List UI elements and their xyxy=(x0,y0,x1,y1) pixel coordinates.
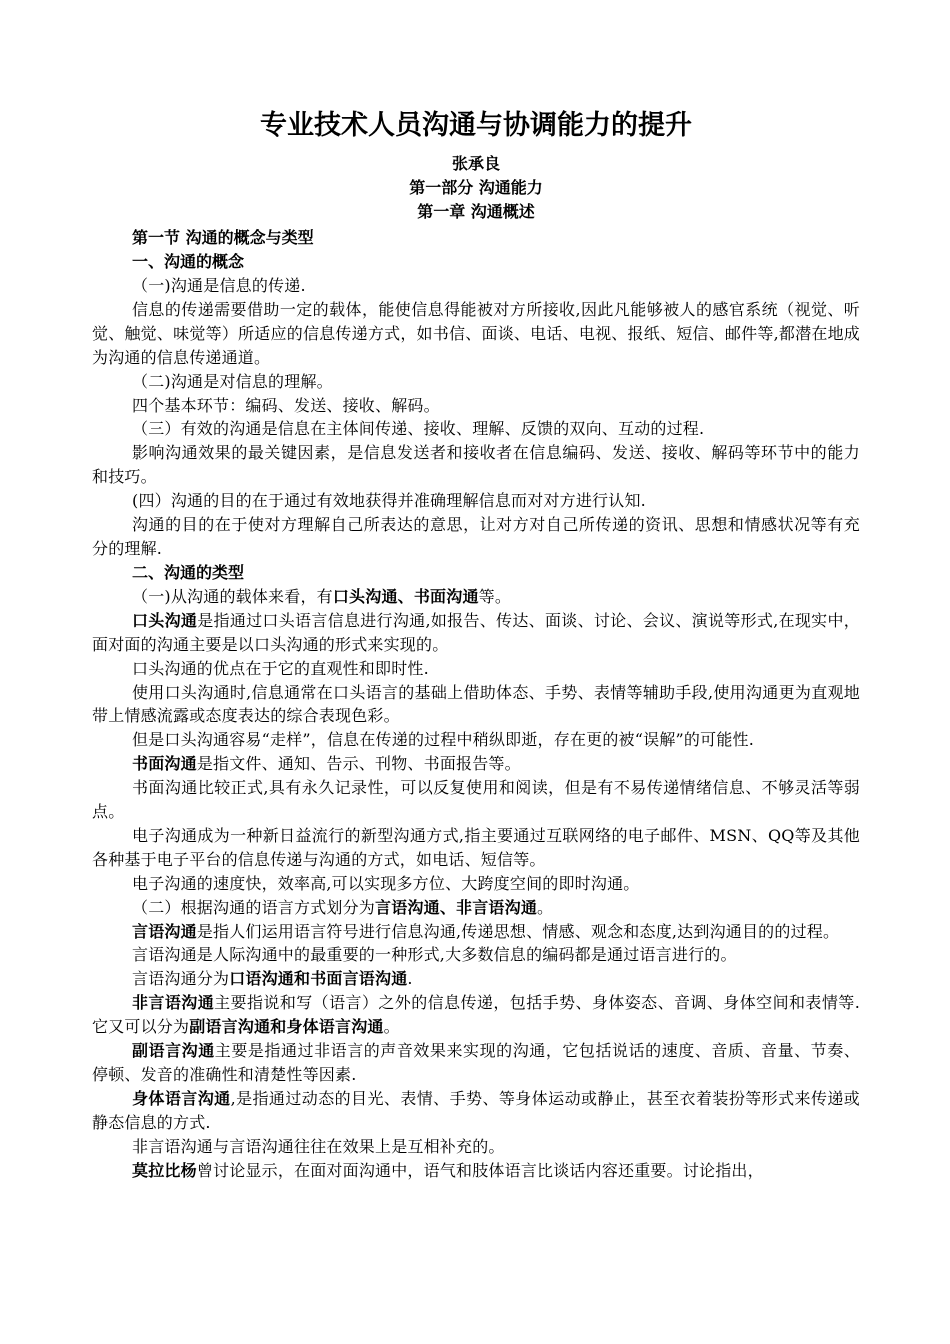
text-run: 沟通的目的在于使对方理解自己所表达的意思，让对方对自己所传递的资讯、思想和情感状况等有充分的理解. xyxy=(92,515,860,558)
bold-term: 口语沟通和书面言语沟通 xyxy=(229,969,408,989)
bold-term: 副语言沟通和身体语言沟通 xyxy=(189,1017,384,1037)
text-run: 主要指说和写（语言）之外的信息传递，包括手势、身体姿态、音调、身体空间和表情等.它又可以分为 xyxy=(92,993,860,1037)
paragraph xyxy=(92,370,860,394)
text-run: 等。 xyxy=(478,586,512,606)
text-run: 曾讨论显示，在面对面沟通中，语气和肢体语言比谈话内容还重要。讨论指出， xyxy=(196,1160,764,1180)
paragraph xyxy=(92,274,860,298)
author-name: 张承良 xyxy=(451,154,500,173)
paragraph xyxy=(92,896,860,920)
text-run: （三）有效的沟通是信息在主体间传递、接收、理解、反馈的双向、互动的过程. xyxy=(132,419,705,439)
paragraph xyxy=(92,728,860,752)
document-title: 专业技术人员沟通与协调能力的提升 xyxy=(260,110,692,141)
text-run: 但是口头沟通容易“走样”，信息在传递的过程中稍纵即逝，存在更的被“误解”的可能性. xyxy=(132,730,755,750)
section-heading: 第一节 沟通的概念与类型 xyxy=(132,228,314,247)
text-run: （一)从沟通的载体来看，有 xyxy=(132,586,333,606)
text-run: ,是指通过动态的目光、表情、手势、等身体运动或静止，甚至衣着装扮等形式来传递或静态信息的方式. xyxy=(92,1088,861,1132)
subheading-types: 二、沟通的类型 xyxy=(132,562,245,582)
text-run: 口头沟通的优点在于它的直观性和即时性. xyxy=(132,658,429,678)
chapter-heading: 第一章 沟通概述 xyxy=(417,202,535,221)
paragraph xyxy=(92,943,860,967)
bold-term: 莫拉比杨 xyxy=(132,1160,197,1180)
bold-term: 口头沟通、书面沟通 xyxy=(332,586,479,606)
bold-term: 口头沟通 xyxy=(132,610,198,630)
paragraph xyxy=(92,681,860,729)
paragraph xyxy=(92,1159,860,1183)
text-run: 。 xyxy=(383,1017,400,1037)
text-run: 是指文件、通知、告示、刊物、书面报告等。 xyxy=(196,754,521,774)
text-run: 言语沟通分为 xyxy=(132,969,230,989)
text-run: 主要是指通过非语言的声音效果来实现的沟通，它包括说话的速度、音质、音量、节奏、停顿、发音的准确性和清楚性等因素. xyxy=(92,1041,860,1084)
paragraph xyxy=(92,1039,860,1087)
paragraph xyxy=(92,394,860,418)
paragraph xyxy=(92,609,860,657)
bold-term: 言语沟通 xyxy=(132,921,197,941)
subheading-concept: 一、沟通的概念 xyxy=(132,252,245,271)
paragraph xyxy=(92,417,860,441)
text-run: （一)沟通是信息的传递. xyxy=(132,276,306,295)
text-run: （二)沟通是对信息的理解。 xyxy=(132,371,333,391)
paragraph xyxy=(92,1087,860,1135)
part-heading: 第一部分 沟通能力 xyxy=(409,178,543,197)
text-run: 言语沟通是人际沟通中的最重要的一种形式,大多数信息的编码都是通过语言进行的。 xyxy=(132,945,737,965)
paragraph xyxy=(92,824,860,872)
concept-paragraphs xyxy=(92,274,860,561)
bold-term: 副语言沟通 xyxy=(132,1041,215,1061)
bold-term: 书面沟通 xyxy=(132,754,197,774)
text-run: 。 xyxy=(537,897,554,917)
text-run: 影响沟通效果的最关键因素，是信息发送者和接收者在信息编码、发送、接收、解码等环节中的能力和技巧。 xyxy=(92,443,860,487)
text-run: 是指人们运用语言符号进行信息沟通,传递思想、情感、观念和态度,达到沟通目的的过程。 xyxy=(196,921,840,941)
text-run: (四）沟通的目的在于通过有效地获得并准确理解信息而对对方进行认知. xyxy=(132,491,646,511)
text-run: 非言语沟通与言语沟通往往在效果上是互相补充的。 xyxy=(132,1136,505,1156)
text-run: 四个基本环节：编码、发送、接收、解码。 xyxy=(132,395,440,415)
types-paragraphs xyxy=(92,585,860,1183)
paragraph xyxy=(92,657,860,681)
paragraph xyxy=(92,585,860,609)
paragraph xyxy=(92,920,860,944)
bold-term: 身体语言沟通 xyxy=(132,1088,231,1108)
paragraph xyxy=(92,1135,860,1159)
paragraph xyxy=(92,441,860,489)
bold-term: 非言语沟通 xyxy=(132,993,215,1013)
text-run: （二）根据沟通的语言方式划分为 xyxy=(132,897,376,917)
paragraph xyxy=(92,489,860,513)
paragraph xyxy=(92,752,860,776)
paragraph xyxy=(92,991,860,1039)
text-run: 信息的传递需要借助一定的载体，能使信息得能被对方所接收,因此凡能够被人的感官系统（视觉、听觉、触觉、味觉等）所适应的信息传递方式，如书信、面谈、电话、电视、报纸、短信、邮件等,都潜在地成为沟通的信息传递通道。 xyxy=(92,299,860,367)
text-run: 书面沟通比较正式,具有永久记录性，可以反复使用和阅读，但是有不易传递情绪信息、不够灵活等弱点。 xyxy=(92,778,860,822)
paragraph xyxy=(92,967,860,991)
text-run: 是指通过口头语言信息进行沟通,如报告、传达、面谈、讨论、会议、演说等形式,在现实中，面对面的沟通主要是以口头沟通的形式来实现的。 xyxy=(92,610,860,654)
paragraph xyxy=(92,298,860,370)
text-run: . xyxy=(407,969,413,989)
text-run: 电子沟通成为一种新日益流行的新型沟通方式,指主要通过互联网络的电子邮件、MSN、QQ等及其他各种基于电子平台的信息传递与沟通的方式，如电话、短信等。 xyxy=(92,825,860,869)
bold-term: 言语沟通、非言语沟通 xyxy=(375,897,538,917)
text-run: 使用口头沟通时,信息通常在口头语言的基础上借助体态、手势、表情等辅助手段,使用沟通更为直观地带上情感流露或态度表达的综合表现色彩。 xyxy=(92,682,860,726)
text-run: 电子沟通的速度快，效率高,可以实现多方位、大跨度空间的即时沟通。 xyxy=(132,873,640,893)
paragraph xyxy=(92,776,860,824)
paragraph xyxy=(92,872,860,896)
paragraph xyxy=(92,513,860,561)
